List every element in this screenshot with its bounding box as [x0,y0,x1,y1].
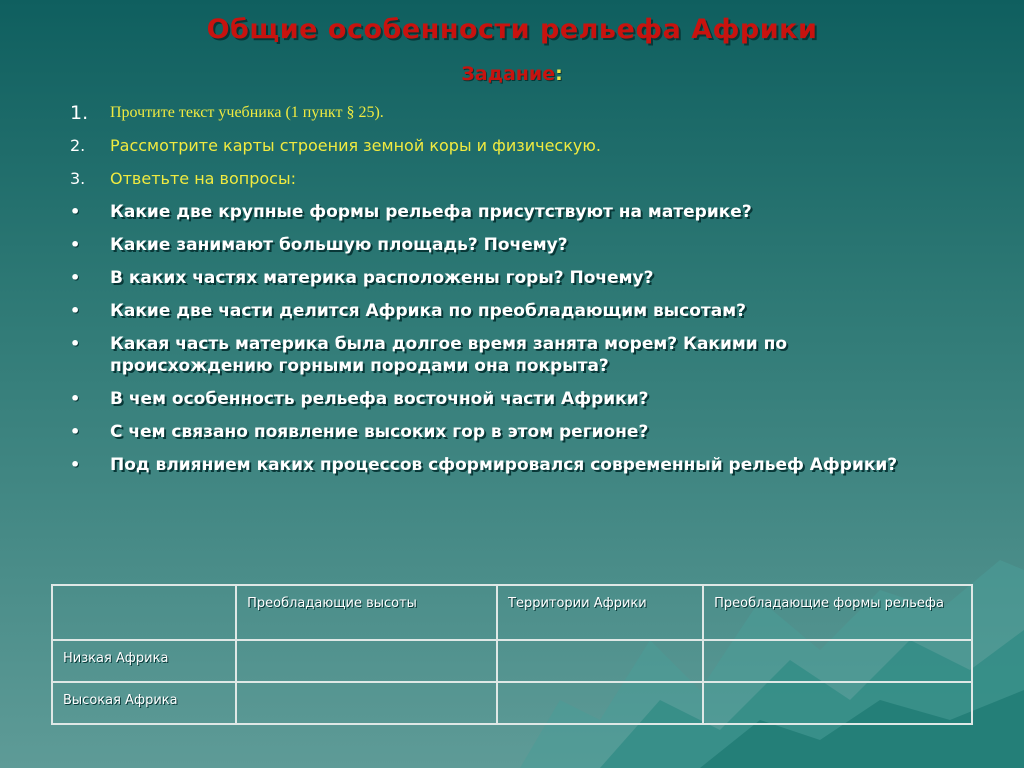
subtitle-colon: : [555,63,563,85]
question-text: Какие занимают большую площадь? Почему? [110,235,568,255]
task-text: Рассмотрите карты строения земной коры и физическую. [110,136,601,155]
slide-title: Общие особенности рельефа Африки [206,14,818,45]
question-text: В чем особенность рельефа восточной части Африки? [110,389,649,409]
question-item [70,454,970,476]
task-item [70,102,970,124]
bullet-icon: • [70,334,81,353]
task-item [70,168,970,190]
question-item [70,388,970,410]
bullet-icon: • [70,202,81,221]
question-item [70,421,970,443]
table-header-cell: Территории Африки [497,585,703,640]
question-text: Какая часть материка была долгое время занята морем? Какими по происхождению горными породами она покрыта? [110,334,788,376]
table-header-cell: Преобладающие формы рельефа [703,585,972,640]
slide-subtitle [0,63,1024,85]
bullet-icon: • [70,422,81,441]
table-cell [497,640,703,682]
table-cell [497,682,703,724]
question-item [70,333,970,377]
task-number: 3. [70,169,86,188]
table-cell [236,682,497,724]
task-text: Ответьте на вопросы: [110,169,296,188]
bullet-icon: • [70,301,81,320]
question-item [70,201,970,223]
question-item [70,300,970,322]
table-row [52,682,972,724]
question-item [70,234,970,256]
question-text: Какие две крупные формы рельефа присутствуют на материке? [110,202,752,222]
table-row-label: Низкая Африка [52,640,236,682]
question-text: Какие две части делится Африка по преобладающим высотам? [110,301,746,321]
table-row-label: Высокая Африка [52,682,236,724]
table-cell [236,640,497,682]
table-header-cell [52,585,236,640]
bullet-icon: • [70,235,81,254]
task-number: 1. [70,102,89,124]
task-number: 2. [70,136,86,155]
bullet-icon: • [70,389,81,408]
bullet-icon: • [70,268,81,287]
task-item [70,135,970,157]
task-text: Прочтите текст учебника (1 пункт § 25). [110,104,384,121]
table-header-row [52,585,972,640]
table-cell [703,640,972,682]
table-cell [703,682,972,724]
question-item [70,267,970,289]
subtitle-text: Задание [461,63,556,85]
relief-table [51,584,973,725]
question-text: Под влиянием каких процессов сформировался современный рельеф Африки? [110,455,898,475]
table-header-cell: Преобладающие высоты [236,585,497,640]
bullet-icon: • [70,455,81,474]
question-text: В каких частях материка расположены горы? Почему? [110,268,654,288]
question-text: С чем связано появление высоких гор в этом регионе? [110,422,649,442]
table-row [52,640,972,682]
task-list [70,102,970,487]
